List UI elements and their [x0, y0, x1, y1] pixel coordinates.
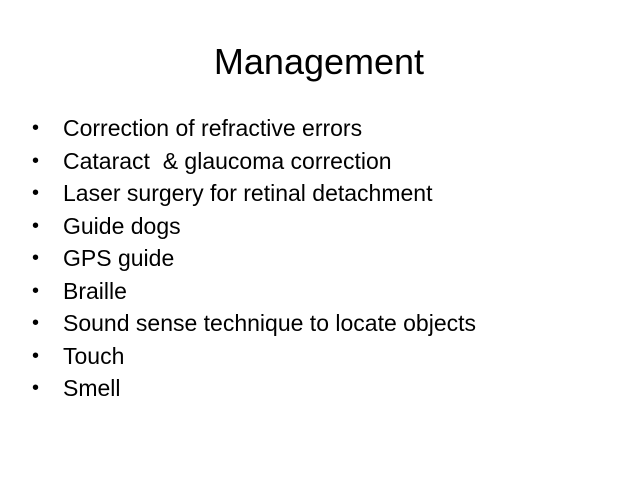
bullet-text: Braille	[63, 277, 127, 304]
bullet-icon: •	[32, 377, 40, 399]
bullet-icon: •	[32, 247, 40, 269]
bullet-text: Sound sense technique to locate objects	[63, 310, 477, 336]
bullet-icon: •	[32, 182, 40, 204]
bullet-text: Touch	[63, 342, 125, 369]
bullet-icon: •	[32, 117, 40, 139]
bullet-text: Correction of refractive errors	[63, 115, 363, 141]
bullet-text: Guide dogs	[63, 212, 181, 239]
bullet-icon: •	[32, 149, 40, 172]
bullet-icon: •	[32, 312, 40, 334]
bullet-text: Smell	[63, 375, 121, 401]
bullet-icon: •	[32, 214, 40, 237]
bullet-text: GPS guide	[63, 245, 175, 271]
bullet-text: Cataract & glaucoma correction	[63, 147, 392, 174]
slide-title: Management	[213, 41, 425, 82]
bullet-icon: •	[32, 344, 40, 367]
bullet-icon: •	[32, 279, 40, 302]
bullet-text: Laser surgery for retinal detachment	[63, 180, 433, 206]
